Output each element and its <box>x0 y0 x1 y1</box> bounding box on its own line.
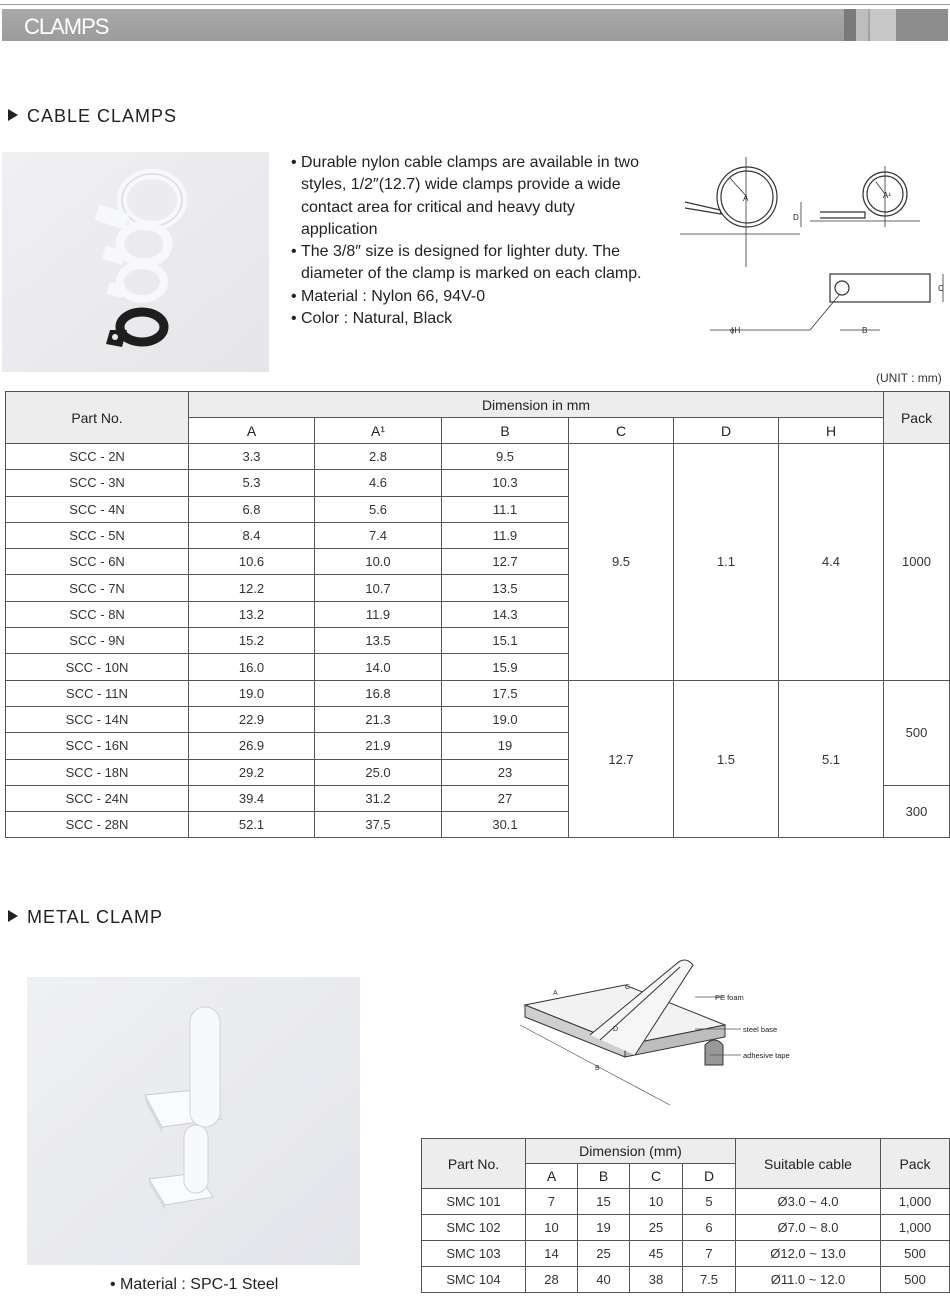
b-cell: 11.9 <box>442 522 569 548</box>
b-cell: 19 <box>578 1215 630 1241</box>
part-no-header: Part No. <box>6 392 189 444</box>
metal-clamp-heading <box>8 907 163 928</box>
diagram-label-a1: A¹ <box>883 191 891 200</box>
a1-cell: 13.5 <box>315 628 442 654</box>
a1-cell: 10.0 <box>315 549 442 575</box>
a1-cell: 2.8 <box>315 444 442 470</box>
pack-cell: 500 <box>881 1241 950 1267</box>
metal-clamp-material: • Material : SPC-1 Steel <box>110 1276 279 1293</box>
part-cell: SCC - 16N <box>6 733 189 759</box>
column-header: A¹ <box>315 418 442 444</box>
a1-cell: 14.0 <box>315 654 442 680</box>
diagram-label-d: D <box>613 1026 619 1033</box>
part-cell: SMC 102 <box>422 1215 526 1241</box>
column-header: H <box>779 418 884 444</box>
header-stripe <box>844 9 856 41</box>
triangle-bullet-icon <box>8 109 18 121</box>
adhesive-tape-label: adhesive tape <box>743 1051 790 1060</box>
part-cell: SCC - 4N <box>6 496 189 522</box>
header-stripe <box>856 9 868 41</box>
header-stripe <box>896 9 948 41</box>
part-cell: SCC - 11N <box>6 680 189 706</box>
a1-cell: 31.2 <box>315 785 442 811</box>
a-cell: 29.2 <box>189 759 315 785</box>
a-cell: 6.8 <box>189 496 315 522</box>
part-cell: SCC - 6N <box>6 549 189 575</box>
a1-cell: 16.8 <box>315 680 442 706</box>
top-rule <box>0 4 950 5</box>
part-cell: SMC 104 <box>422 1267 526 1293</box>
diagram-label-a: A <box>553 990 558 997</box>
diagram-label-d: D <box>793 213 799 222</box>
table-row <box>6 680 950 706</box>
pack-group-cell: 300 <box>884 785 950 838</box>
a1-cell: 25.0 <box>315 759 442 785</box>
dimension-header: Dimension in mm <box>189 392 884 418</box>
a1-cell: 10.7 <box>315 575 442 601</box>
a-cell: 7 <box>526 1189 578 1215</box>
b-cell: 19.0 <box>442 706 569 732</box>
part-cell: SMC 101 <box>422 1189 526 1215</box>
part-cell: SCC - 7N <box>6 575 189 601</box>
metal-clamp-table <box>421 1138 950 1293</box>
b-cell: 11.1 <box>442 496 569 522</box>
description-item: • Durable nylon cable clamps are available in two styles, 1/2″(12.7) wide clamps provide a wide contact area for critical and heavy duty application <box>291 154 639 238</box>
pack-cell: 1,000 <box>881 1215 950 1241</box>
b-cell: 23 <box>442 759 569 785</box>
part-cell: SCC - 5N <box>6 522 189 548</box>
c-cell: 45 <box>630 1241 683 1267</box>
column-header: C <box>630 1164 683 1189</box>
a-cell: 8.4 <box>189 522 315 548</box>
pack-header: Pack <box>881 1139 950 1189</box>
a1-cell: 4.6 <box>315 470 442 496</box>
a-cell: 52.1 <box>189 812 315 838</box>
b-cell: 30.1 <box>442 812 569 838</box>
d-group-cell: 1.5 <box>674 680 779 838</box>
pack-group-cell: 1000 <box>884 444 950 681</box>
table-row <box>422 1267 950 1293</box>
a-cell: 15.2 <box>189 628 315 654</box>
a-cell: 3.3 <box>189 444 315 470</box>
d-cell: 6 <box>683 1215 736 1241</box>
b-cell: 15.1 <box>442 628 569 654</box>
pe-foam-label: PE foam <box>715 993 744 1002</box>
column-header: A <box>189 418 315 444</box>
cable-cell: Ø12.0 ~ 13.0 <box>736 1241 881 1267</box>
unit-note: (UNIT : mm) <box>876 371 942 385</box>
part-cell: SCC - 10N <box>6 654 189 680</box>
header-stripe <box>870 9 896 41</box>
b-cell: 9.5 <box>442 444 569 470</box>
cable-cell: Ø3.0 ~ 4.0 <box>736 1189 881 1215</box>
diagram-label-h: ϕH <box>730 326 741 335</box>
b-cell: 40 <box>578 1267 630 1293</box>
a-cell: 16.0 <box>189 654 315 680</box>
b-cell: 13.5 <box>442 575 569 601</box>
b-cell: 15.9 <box>442 654 569 680</box>
b-cell: 27 <box>442 785 569 811</box>
a-cell: 22.9 <box>189 706 315 732</box>
pack-cell: 500 <box>881 1267 950 1293</box>
part-cell: SCC - 2N <box>6 444 189 470</box>
triangle-bullet-icon <box>8 910 18 922</box>
part-no-header: Part No. <box>422 1139 526 1189</box>
a1-cell: 21.9 <box>315 733 442 759</box>
page-title: CLAMPS <box>24 14 109 39</box>
diagram-label-b: B <box>862 326 868 335</box>
cable-cell: Ø11.0 ~ 12.0 <box>736 1267 881 1293</box>
diagram-label-a: A <box>743 194 749 203</box>
part-cell: SCC - 8N <box>6 601 189 627</box>
cable-clamp-diagram <box>680 152 950 342</box>
a1-cell: 37.5 <box>315 812 442 838</box>
cable-cell: Ø7.0 ~ 8.0 <box>736 1215 881 1241</box>
a-cell: 19.0 <box>189 680 315 706</box>
c-cell: 38 <box>630 1267 683 1293</box>
a-cell: 39.4 <box>189 785 315 811</box>
dimension-header: Dimension (mm) <box>526 1139 736 1164</box>
table-row <box>422 1241 950 1267</box>
column-header: D <box>674 418 779 444</box>
metal-clamp-diagram <box>505 945 805 1115</box>
cable-clamps-title: CABLE CLAMPS <box>27 106 178 126</box>
d-cell: 7 <box>683 1241 736 1267</box>
d-cell: 7.5 <box>683 1267 736 1293</box>
d-group-cell: 1.1 <box>674 444 779 681</box>
column-header: C <box>569 418 674 444</box>
header-bar <box>2 9 948 41</box>
pack-header: Pack <box>884 392 950 444</box>
description-item: • Material : Nylon 66, 94V-0 <box>291 287 486 305</box>
a-cell: 14 <box>526 1241 578 1267</box>
a-cell: 12.2 <box>189 575 315 601</box>
d-cell: 5 <box>683 1189 736 1215</box>
part-cell: SCC - 28N <box>6 812 189 838</box>
h-group-cell: 5.1 <box>779 680 884 838</box>
a-cell: 5.3 <box>189 470 315 496</box>
b-cell: 14.3 <box>442 601 569 627</box>
b-cell: 10.3 <box>442 470 569 496</box>
part-cell: SCC - 18N <box>6 759 189 785</box>
a1-cell: 5.6 <box>315 496 442 522</box>
b-cell: 12.7 <box>442 549 569 575</box>
suitable-cable-header: Suitable cable <box>736 1139 881 1189</box>
column-header: B <box>442 418 569 444</box>
c-group-cell: 9.5 <box>569 444 674 681</box>
a1-cell: 7.4 <box>315 522 442 548</box>
description-item: • Color : Natural, Black <box>291 310 453 328</box>
cable-clamps-heading <box>8 106 177 127</box>
a-cell: 10.6 <box>189 549 315 575</box>
a-cell: 26.9 <box>189 733 315 759</box>
table-row <box>422 1215 950 1241</box>
a-cell: 13.2 <box>189 601 315 627</box>
part-cell: SMC 103 <box>422 1241 526 1267</box>
column-header: A <box>526 1164 578 1189</box>
cable-clamps-description <box>291 152 651 330</box>
part-cell: SCC - 14N <box>6 706 189 732</box>
h-group-cell: 4.4 <box>779 444 884 681</box>
steel-base-label: steel base <box>743 1025 778 1034</box>
cable-clamps-photo <box>2 152 269 372</box>
diagram-label-b: B <box>595 1065 600 1072</box>
a-cell: 10 <box>526 1215 578 1241</box>
diagram-label-c: C <box>625 984 631 991</box>
diagram-label-c: C <box>938 284 944 293</box>
b-cell: 25 <box>578 1241 630 1267</box>
table-row <box>422 1189 950 1215</box>
metal-clamp-title: METAL CLAMP <box>27 907 164 927</box>
a1-cell: 11.9 <box>315 601 442 627</box>
description-item: • The 3/8″ size is designed for lighter duty. The diameter of the clamp is marked on each clamp. <box>291 243 642 283</box>
column-header: D <box>683 1164 736 1189</box>
c-cell: 25 <box>630 1215 683 1241</box>
c-cell: 10 <box>630 1189 683 1215</box>
a-cell: 28 <box>526 1267 578 1293</box>
pack-cell: 1,000 <box>881 1189 950 1215</box>
b-cell: 15 <box>578 1189 630 1215</box>
part-cell: SCC - 9N <box>6 628 189 654</box>
table-row <box>6 444 950 470</box>
a1-cell: 21.3 <box>315 706 442 732</box>
cable-clamps-table <box>5 391 950 838</box>
c-group-cell: 12.7 <box>569 680 674 838</box>
part-cell: SCC - 24N <box>6 785 189 811</box>
metal-clamp-photo <box>27 977 360 1265</box>
part-cell: SCC - 3N <box>6 470 189 496</box>
b-cell: 17.5 <box>442 680 569 706</box>
pack-group-cell: 500 <box>884 680 950 785</box>
b-cell: 19 <box>442 733 569 759</box>
column-header: B <box>578 1164 630 1189</box>
